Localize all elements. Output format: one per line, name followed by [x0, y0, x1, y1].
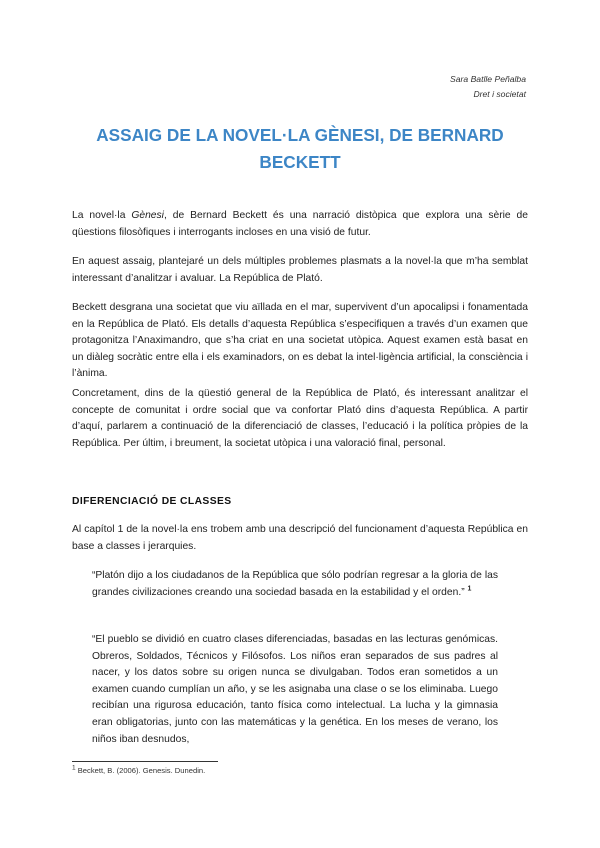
intro-before: La novel·la [72, 210, 132, 221]
footnote [72, 765, 205, 777]
quote-1-text: “Platón dijo a los ciudadanos de la República que sólo podrían regresar a la gloria de las grandes civilizaciones creando una sociedad basada en la estabilidad y el orden.” [92, 570, 498, 598]
footnote-text: Beckett, B. (2006). Genesis. Dunedin. [75, 766, 206, 775]
intro-after: , de Bernard Beckett és una narració distòpica que explora una sèrie de qüestions filosòfiques i interrogants incloses en una visió de futur. [72, 210, 529, 238]
course-name: Dret i societat [473, 88, 526, 99]
paragraph-4: Concretament, dins de la qüestió general de la República de Plató, és interessant analitzar el concepte de comunitat i ordre social que va confortar Plató dins d’aquesta República. A partir d’aquí, parlarem a continuació de la diferenciació de classes, l’educació i la política pròpies de la República. Per últim, i breument, la societat utòpica i una valoració final, personal. [72, 388, 528, 449]
footnote-ref-1[interactable]: 1 [467, 585, 472, 593]
quote-1 [92, 568, 498, 601]
footnote-number: 1 [72, 764, 76, 772]
author-block [450, 72, 526, 101]
book-title: Gènesi [131, 210, 164, 221]
section-heading: DIFERENCIACIÓ DE CLASSES [72, 496, 232, 507]
author-name: Sara Batlle Peñalba [450, 74, 526, 84]
footnote-divider [72, 761, 218, 762]
document-title: ASSAIG DE LA NOVEL·LA GÈNESI, DE BERNARD BECKETT [96, 125, 504, 172]
quote-2: “El pueblo se dividió en cuatro clases diferenciadas, basadas en las lecturas genómicas. Obreros, Soldados, Técnicos y Filósofos. Los niños eran separados de sus padres al nacer, y los datos sobre su origen nunca se divulgaban. Todos eran sometidos a un examen cuando cumplían un año, y se les asignaba una clase o se los eliminaba. Luego recibían una rigurosa educación, tanto física como intelectual. La lucha y la gimnasia eran obligatorias, junto con las matemáticas y la genética. En los meses de verano, los niños iban desnudos, [92, 634, 498, 745]
section-paragraph: Al capítol 1 de la novel·la ens trobem amb una descripció del funcionament d’aquesta República en base a classes i jerarquies. [72, 524, 528, 552]
intro-paragraph [72, 208, 528, 241]
paragraph-3: Beckett desgrana una societat que viu aïllada en el mar, supervivent d’un apocalipsi i fonamentada en la República de Plató. Els detalls d’aquesta República s’especifiquen a través d’un examen que protagonitza l’Anaximandro, que s’ha criat en una societat utòpica. Aquest examen està basat en un diàleg socràtic entre ella i els examinadors, on es debat la intel·ligència artificial, la consciència i l’ànima. [72, 302, 528, 380]
paragraph-2: En aquest assaig, plantejaré un dels múltiples problemes plasmats a la novel·la que m’ha semblat interessant d’analitzar i avaluar. La República de Plató. [72, 256, 528, 284]
